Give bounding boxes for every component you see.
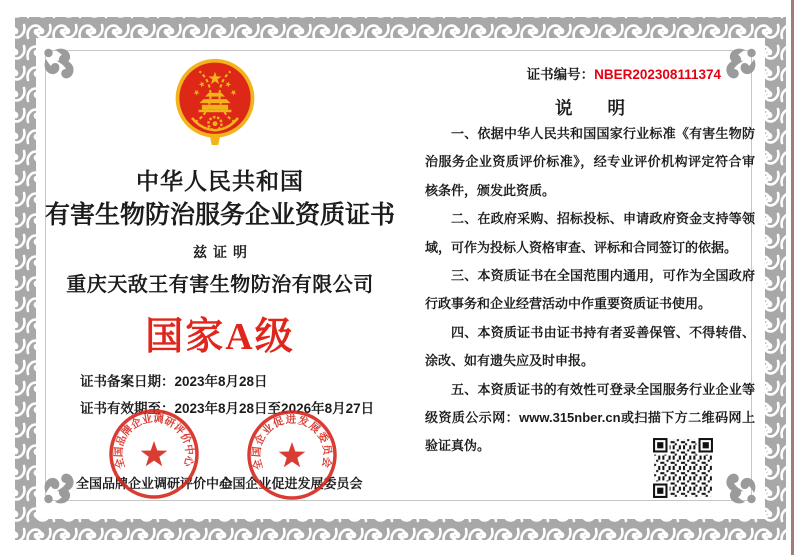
stamp-caption-right: 全国企业促进发展委员会: [219, 476, 363, 491]
explanation-paragraph: 一、依据中华人民共和国国家行业标准《有害生物防治服务企业资质评价标准》，经专业评价机构评定符合审核条件，颁发此资质。: [425, 126, 755, 198]
company-name: 重庆天敌王有害生物防治有限公司: [66, 274, 374, 296]
date-block: [80, 369, 420, 422]
certificate-number-label: 证书编号：: [526, 67, 595, 82]
explanation-body: [425, 120, 755, 461]
scan-edge-shadow: [791, 0, 794, 555]
stamp-ring-text: 全国企业促进发展委员会: [250, 413, 334, 472]
certificate-title: 有害生物防治服务企业资质证书: [44, 201, 395, 229]
corner-flourish-icon: [44, 49, 73, 79]
certificate-number: [425, 63, 721, 83]
country-title: 中华人民共和国: [136, 168, 304, 194]
certificate-number-value: NBER202308111374: [594, 67, 721, 82]
stamp-caption-left: 全国品牌企业调研评价中心: [75, 476, 232, 491]
explanation-title: 说 明: [555, 98, 625, 118]
certify-label: 兹证明: [193, 244, 253, 260]
explanation-paragraph: 三、本资质证书在全国范围内通用，可作为全国政府行政事务和企业经营活动中作重要资质证书使用。: [425, 268, 755, 312]
qr-code-icon: [652, 437, 714, 499]
explanation-paragraph: 二、在政府采购、招标投标、申请政府资金支持等领域，可作为投标人资格审查、评标和合同签订的依据。: [425, 211, 755, 255]
valid-until-date: 证书有效期至：2023年8月28日至2026年8月27日: [80, 400, 375, 416]
grade-level: 国家A级: [145, 316, 295, 358]
explanation-paragraph: 四、本资质证书由证书持有者妥善保管、不得转借、涂改、如有遗失应及时申报。: [425, 324, 755, 369]
stamp-ring-text: 全国品牌企业调研评价中心: [112, 412, 196, 471]
record-date: 证书备案日期：2023年8月28日: [80, 374, 268, 389]
explanation-paragraph: 五、本资质证书的有效性可登录全国服务行业企业等级资质公示网：www.315nber.cn或扫描下方二维码网上验证真伪。: [425, 381, 755, 454]
national-emblem-icon: [174, 57, 256, 151]
